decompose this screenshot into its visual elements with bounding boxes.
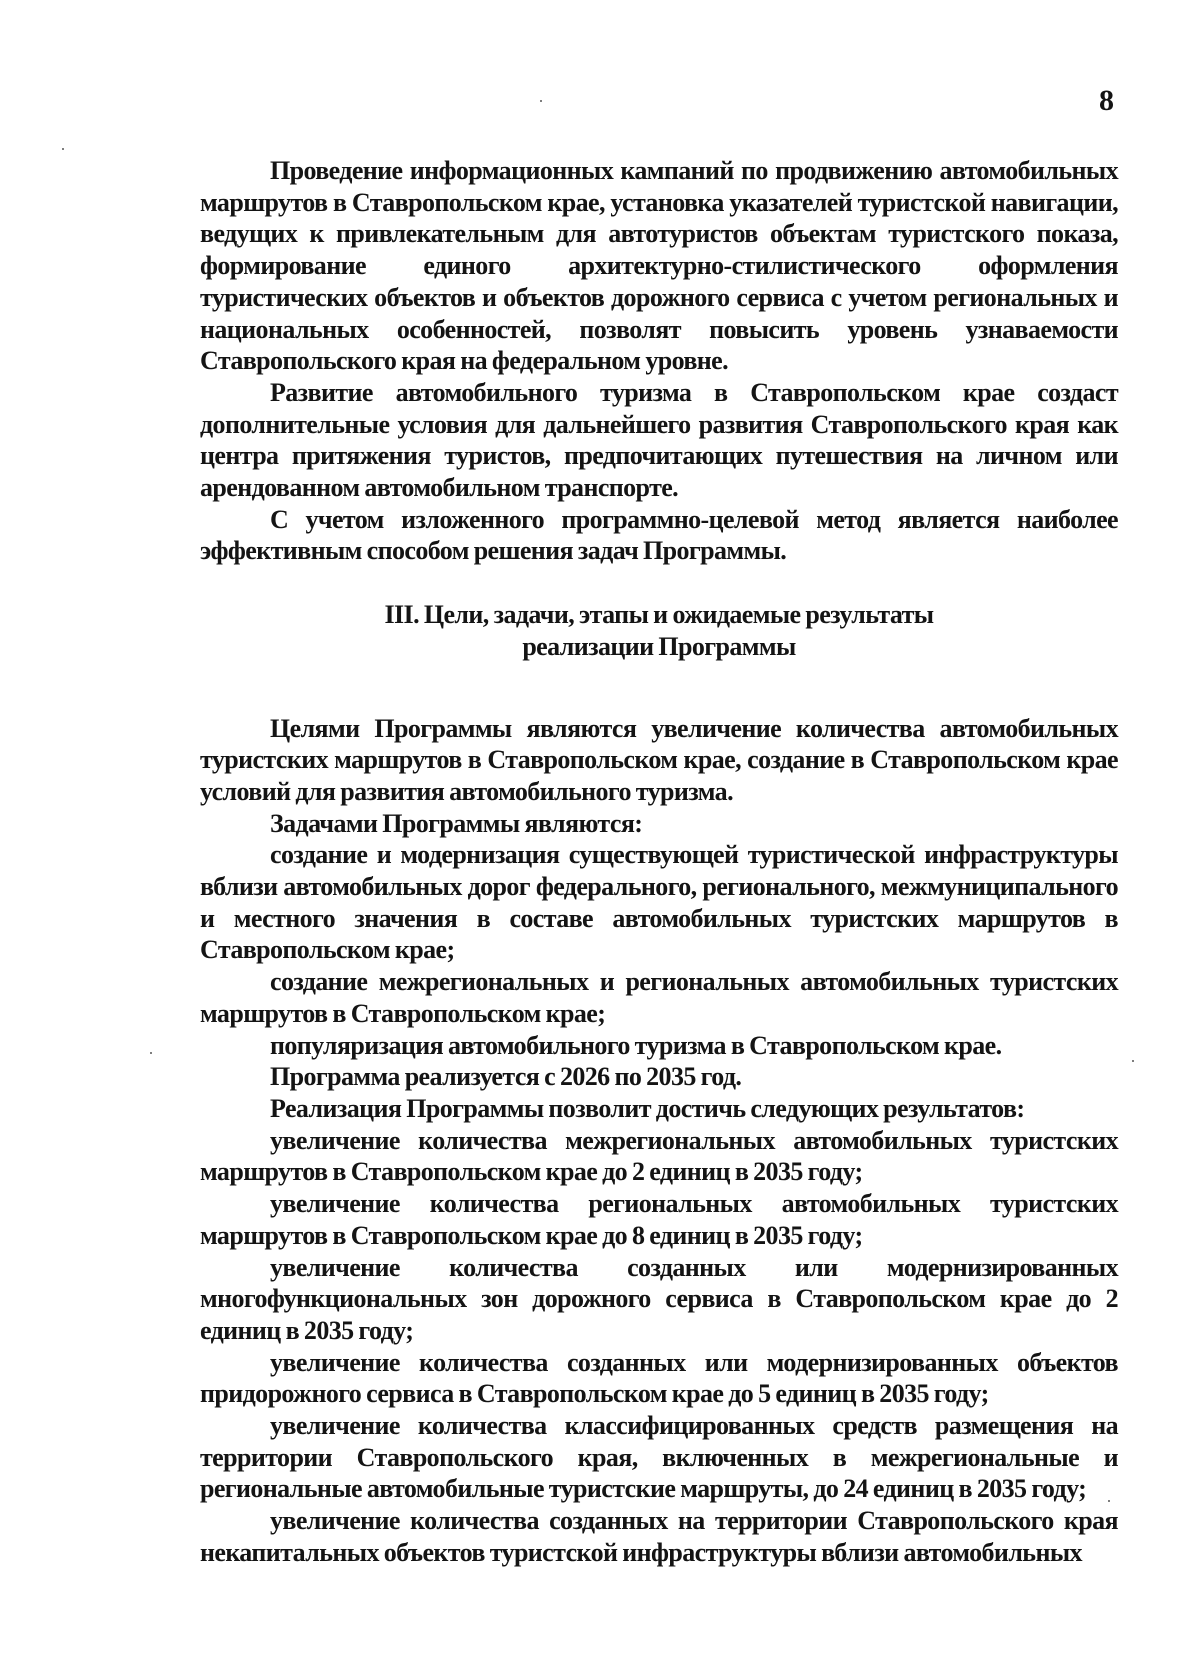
list-item: создание и модернизация существующей туристической инфраструктуры вблизи автомобильных дорог федерального, регионального, межмуниципального и местного значения в составе автомобильных туристских маршрутов в Ставропольском крае; [200, 840, 1118, 965]
paragraph: Развитие автомобильного туризма в Ставропольском крае создаст дополнительные условия для дальнейшего развития Ставропольского края как центра притяжения туристов, предпочитающих путешествия на личном или арендованном автомобильном транспорте. [200, 377, 1118, 503]
paragraph: Целями Программы являются увеличение количества автомобильных туристских маршрутов в Ставропольском крае, создание в Ставропольском крае условий для развития автомобильного туризма. [200, 713, 1118, 806]
paragraph: Проведение информационных кампаний по продвижению автомобильных маршрутов в Ставропольском крае, установка указателей туристской навигации, ведущих к привлекательным для автотуристов объектам туристского показа, формирование единого архитектурно-стилистического оформления туристических объектов и объектов дорожного сервиса с учетом региональных и национальных особенностей, позволят повысить уровень узнаваемости Ставропольского края на федеральном уровне. [200, 156, 1118, 376]
section-heading-line: III. Цели, задачи, этапы и ожидаемые результаты [384, 600, 934, 630]
paragraph: Задачами Программы являются: [270, 808, 643, 838]
list-item: увеличение количества региональных автомобильных туристских маршрутов в Ставропольском крае до 8 единиц в 2035 году; [200, 1189, 1118, 1250]
list-item: популяризация автомобильного туризма в Ставропольском крае. [270, 1030, 1002, 1060]
scan-speck [540, 100, 542, 102]
list-item: увеличение количества межрегиональных автомобильных туристских маршрутов в Ставропольском крае до 2 единиц в 2035 году; [200, 1125, 1118, 1187]
paragraph: Реализация Программы позволит достичь следующих результатов: [270, 1093, 1025, 1123]
page-number: 8 [1099, 84, 1114, 117]
list-item: увеличение количества созданных на территории Ставропольского края некапитальных объектов туристской инфраструктуры вблизи автомобильных [200, 1506, 1118, 1567]
paragraph: Программа реализуется с 2026 по 2035 год. [270, 1062, 742, 1092]
list-item: создание межрегиональных и региональных автомобильных туристских маршрутов в Ставропольском крае; [200, 967, 1118, 1028]
scan-speck [62, 148, 64, 150]
section-heading [200, 599, 1118, 662]
section-heading-line: реализации Программы [522, 631, 796, 661]
document-body [200, 155, 1118, 1569]
scan-speck [150, 1052, 152, 1054]
list-item: увеличение количества созданных или модернизированных объектов придорожного сервиса в Ставропольском крае до 5 единиц в 2035 году; [200, 1347, 1118, 1409]
paragraph: С учетом изложенного программно-целевой метод является наиболее эффективным способом решения задач Программы. [200, 504, 1118, 566]
list-item: увеличение количества созданных или модернизированных многофункциональных зон дорожного сервиса в Ставропольском крае до 2 единиц в 2035 году; [200, 1252, 1118, 1345]
scan-speck [1108, 1500, 1110, 1502]
scan-speck [1132, 1060, 1134, 1062]
list-item: увеличение количества классифицированных средств размещения на территории Ставропольского края, включенных в межрегиональные и региональные автомобильные туристские маршруты, до 24 единиц в 2035 году; [200, 1411, 1118, 1504]
